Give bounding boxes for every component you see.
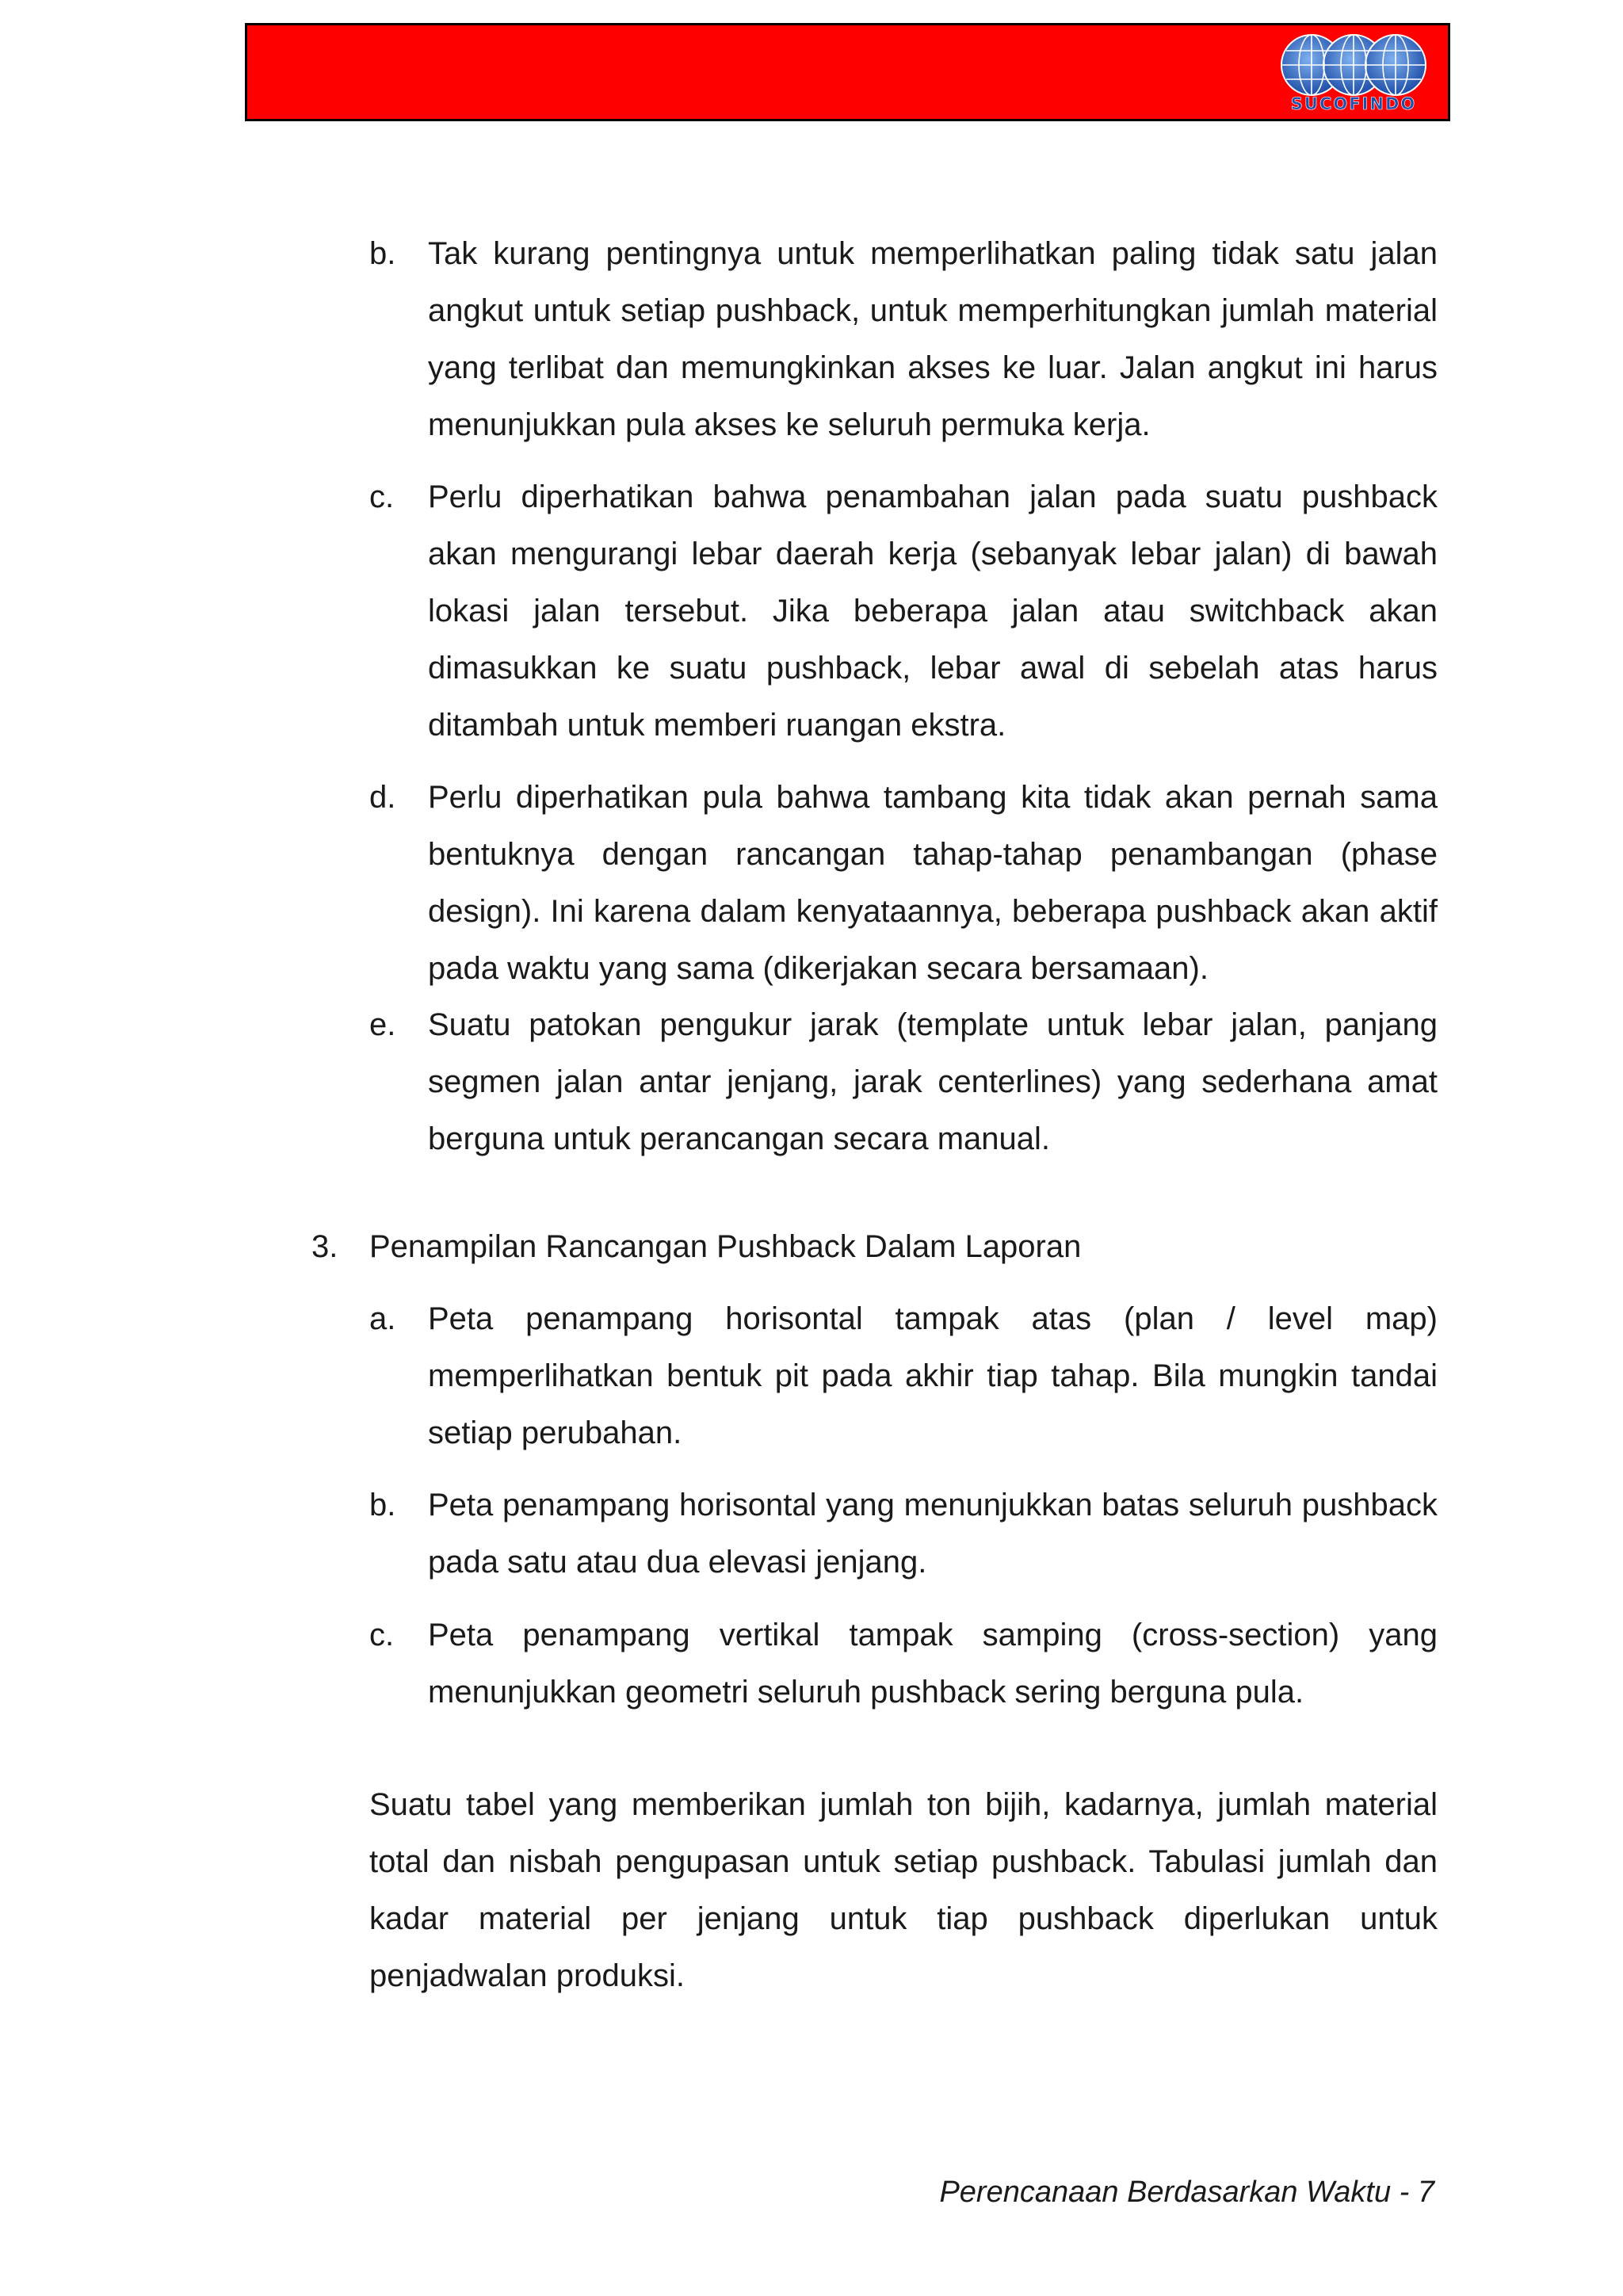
logo-wordmark: SUCOFINDO xyxy=(1290,94,1417,113)
globe-icon xyxy=(1280,33,1427,97)
list-item-text: Perlu diperhatikan pula bahwa tambang kita tidak akan pernah sama bentuknya dengan rancangan tahap-tahap penambangan (phase design). Ini karena dalam kenyataannya, beberapa pushback akan aktif pada waktu yang sama (dikerjakan secara bersamaan). xyxy=(428,780,1438,986)
section-title: Penampilan Rancangan Pushback Dalam Laporan xyxy=(369,1229,1082,1264)
list-item-text: Perlu diperhatikan bahwa penambahan jalan pada suatu pushback akan mengurangi lebar daerah kerja (sebanyak lebar jalan) di bawah lokasi jalan tersebut. Jika beberapa jalan atau switchback akan dimasukkan ke suatu pushback, lebar awal di sebelah atas harus ditambah untuk memberi ruangan ekstra. xyxy=(428,479,1438,743)
list-marker: b. xyxy=(369,1488,396,1522)
list-item-text: Peta penampang horisontal yang menunjukkan batas seluruh pushback pada satu atau dua elevasi jenjang. xyxy=(428,1488,1438,1580)
closing-paragraph: Suatu tabel yang memberikan jumlah ton bijih, kadarnya, jumlah material total dan nisbah pengupasan untuk setiap pushback. Tabulasi jumlah dan kadar material per jenjang untuk tiap pushback diperlukan untuk penjadwalan produksi. xyxy=(369,1787,1438,1993)
list-item-text: Peta penampang horisontal tampak atas (plan / level map) memperlihatkan bentuk pit pada akhir tiap tahap. Bila mungkin tandai setiap perubahan. xyxy=(428,1301,1438,1450)
list-marker: d. xyxy=(369,780,396,815)
list-marker: c. xyxy=(369,1618,395,1652)
header-bar xyxy=(245,23,1450,121)
page-footer: Perencanaan Berdasarkan Waktu - 7 xyxy=(939,2176,1434,2209)
list-marker: c. xyxy=(369,479,395,514)
list-marker: a. xyxy=(369,1301,396,1336)
sucofindo-logo xyxy=(1280,33,1427,114)
list-marker: b. xyxy=(369,236,396,271)
section-number: 3. xyxy=(311,1229,338,1264)
list-item-text: Peta penampang vertikal tampak samping (cross-section) yang menunjukkan geometri seluruh pushback sering berguna pula. xyxy=(428,1618,1438,1710)
list-item-text: Tak kurang pentingnya untuk memperlihatkan paling tidak satu jalan angkut untuk setiap pushback, untuk memperhitungkan jumlah material yang terlibat dan memungkinkan akses ke luar. Jalan angkut ini harus menunjukkan pula akses ke seluruh permuka kerja. xyxy=(428,236,1438,442)
list-item-text: Suatu patokan pengukur jarak (template untuk lebar jalan, panjang segmen jalan antar jenjang, jarak centerlines) yang sederhana amat berguna untuk perancangan secara manual. xyxy=(428,1007,1438,1156)
list-marker: e. xyxy=(369,1007,396,1042)
